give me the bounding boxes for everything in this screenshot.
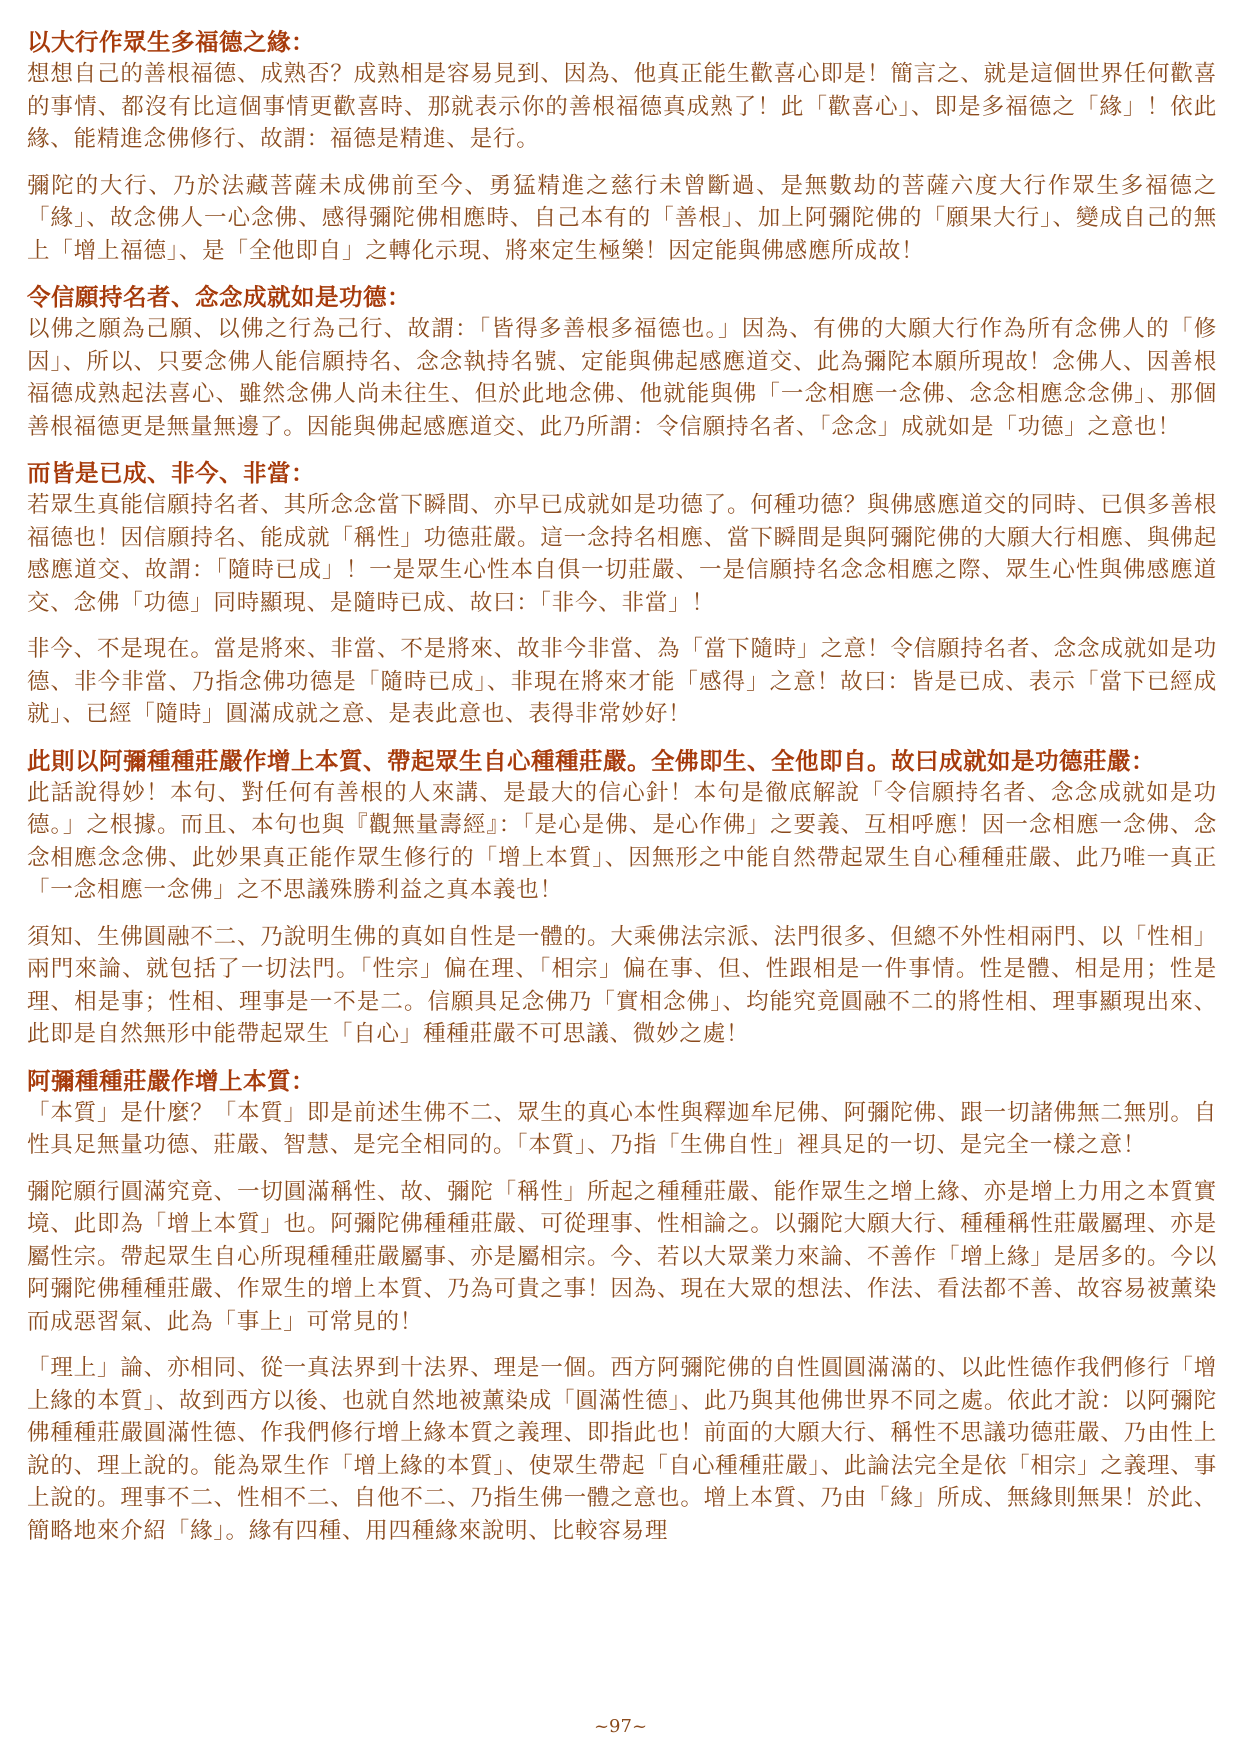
- paragraph: 彌陀願行圓滿究竟、一切圓滿稱性、故、彌陀「稱性」所起之種種莊嚴、能作眾生之增上緣、亦是增上力用之本質實境、此即為「增上本質」也。阿彌陀佛種種莊嚴、可從理事、性相論之。以彌陀大願大行、種種稱性莊嚴屬理、亦是屬性宗。帶起眾生自心所現種種莊嚴屬事、亦是屬相宗。今、若以大眾業力來論、不善作「增上緣」是居多的。今以阿彌陀佛種種莊嚴、作眾生的增上本質、乃為可貴之事！因為、現在大眾的想法、作法、看法都不善、故容易被薰染而成惡習氣、此為「事上」可常見的！: [27, 1178, 1217, 1335]
- paragraph: 想想自己的善根福德、成熟否？成熟相是容易見到、因為、他真正能生歡喜心即是！簡言之、就是這個世界任何歡喜的事情、都沒有比這個事情更歡喜時、那就表示你的善根福德真成熟了！此「歡喜心」、即是多福德之「緣」！依此緣、能精進念佛修行、故謂：福德是精進、是行。: [27, 61, 1217, 152]
- paragraph: 「本質」是什麼？「本質」即是前述生佛不二、眾生的真心本性與釋迦牟尼佛、阿彌陀佛、跟一切諸佛無二無別。自性具足無量功德、莊嚴、智慧、是完全相同的。「本質」、乃指「生佛自性」裡具足的一切、是完全一樣之意！: [27, 1099, 1217, 1158]
- paragraph: 此話說得妙！本句、對任何有善根的人來講、是最大的信心針！本句是徹底解說「令信願持名者、念念成就如是功德。」之根據。而且、本句也與『觀無量壽經』：「是心是佛、是心作佛」之要義、互相呼應！因一念相應一念佛、念念相應念念佛、此妙果真正能作眾生修行的「增上本質」、因無形之中能自然帶起眾生自心種種莊嚴、此乃唯一真正「一念相應一念佛」之不思議殊勝利益之真本義也！: [27, 779, 1217, 903]
- section-heading: 此則以阿彌種種莊嚴作增上本質、帶起眾生自心種種莊嚴。全佛即生、全他即自。故曰成就如是功德莊嚴：: [27, 746, 1155, 775]
- document-page: [27, 26, 1217, 1547]
- paragraph: 彌陀的大行、乃於法藏菩薩未成佛前至今、勇猛精進之慈行未曾斷過、是無數劫的菩薩六度大行作眾生多福德之「緣」、故念佛人一心念佛、感得彌陀佛相應時、自己本有的「善根」、加上阿彌陀佛的「願果大行」、變成自己的無上「增上福德」、是「全他即自」之轉化示現、將來定生極樂！因定能與佛感應所成故！: [27, 172, 1217, 264]
- section-heading: 以大行作眾生多福德之緣：: [27, 28, 315, 56]
- section-2: [27, 281, 1217, 443]
- section-3: [27, 457, 1217, 731]
- paragraph: 非今、不是現在。當是將來、非當、不是將來、故非今非當、為「當下隨時」之意！令信願持名者、念念成就如是功德、非今非當、乃指念佛功德是「隨時已成」、非現在將來才能「感得」之意！故曰：皆是已成、表示「當下已經成就」、已經「隨時」圓滿成就之意、是表此意也、表得非常妙好！: [27, 636, 1217, 727]
- paragraph: 若眾生真能信願持名者、其所念念當下瞬間、亦早已成就如是功德了。何種功德？與佛感應道交的同時、已俱多善根福德也！因信願持名、能成就「稱性」功德莊嚴。這一念持名相應、當下瞬間是與阿彌陀佛的大願大行相應、與佛起感應道交、故謂：「隨時已成」！一是眾生心性本自俱一切莊嚴、一是信願持名念念相應之際、眾生心性與佛感應道交、念佛「功德」同時顯現、是隨時已成、故曰：「非今、非當」！: [27, 492, 1217, 616]
- paragraph: 以佛之願為己願、以佛之行為己行、故謂：「皆得多善根多福德也。」因為、有佛的大願大行作為所有念佛人的「修因」、所以、只要念佛人能信願持名、念念執持名號、定能與佛起感應道交、此為彌陀本願所現故！念佛人、因善根福德成熟起法喜心、雖然念佛人尚未往生、但於此地念佛、他就能與佛「一念相應一念佛、念念相應念念佛」、那個善根福德更是無量無邊了。因能與佛起感應道交、此乃所謂：令信願持名者、「念念」成就如是「功德」之意也！: [27, 316, 1217, 440]
- section-heading: 阿彌種種莊嚴作增上本質：: [27, 1066, 315, 1095]
- section-4: [27, 745, 1217, 1051]
- page-number: ~97~: [593, 1716, 648, 1737]
- section-1: [27, 26, 1217, 267]
- section-5: [27, 1065, 1217, 1548]
- paragraph: 「理上」論、亦相同、從一真法界到十法界、理是一個。西方阿彌陀佛的自性圓圓滿滿的、以此性德作我們修行「增上緣的本質」、故到西方以後、也就自然地被薰染成「圓滿性德」、此乃與其他佛世界不同之處。依此才說：以阿彌陀佛種種莊嚴圓滿性德、作我們修行增上緣本質之義理、即指此也！前面的大願大行、稱性不思議功德莊嚴、乃由性上說的、理上說的。能為眾生作「增上緣的本質」、使眾生帶起「自心種種莊嚴」、此論法完全是依「相宗」之義理、事上說的。理事不二、性相不二、自他不二、乃指生佛一體之意也。增上本質、乃由「緣」所成、無緣則無果！於此、簡略地來介紹「緣」。緣有四種、用四種緣來說明、比較容易理: [27, 1355, 1217, 1544]
- section-heading: 令信願持名者、念念成就如是功德：: [27, 283, 411, 311]
- section-heading: 而皆是已成、非今、非當：: [27, 459, 315, 487]
- paragraph: 須知、生佛圓融不二、乃說明生佛的真如自性是一體的。大乘佛法宗派、法門很多、但總不外性相兩門、以「性相」兩門來論、就包括了一切法門。「性宗」偏在理、「相宗」偏在事、但、性跟相是一件事情。性是體、相是用；性是理、相是事；性相、理事是一不是二。信願具足念佛乃「實相念佛」、均能究竟圓融不二的將性相、理事顯現出來、此即是自然無形中能帶起眾生「自心」種種莊嚴不可思議、微妙之處！: [27, 923, 1217, 1047]
